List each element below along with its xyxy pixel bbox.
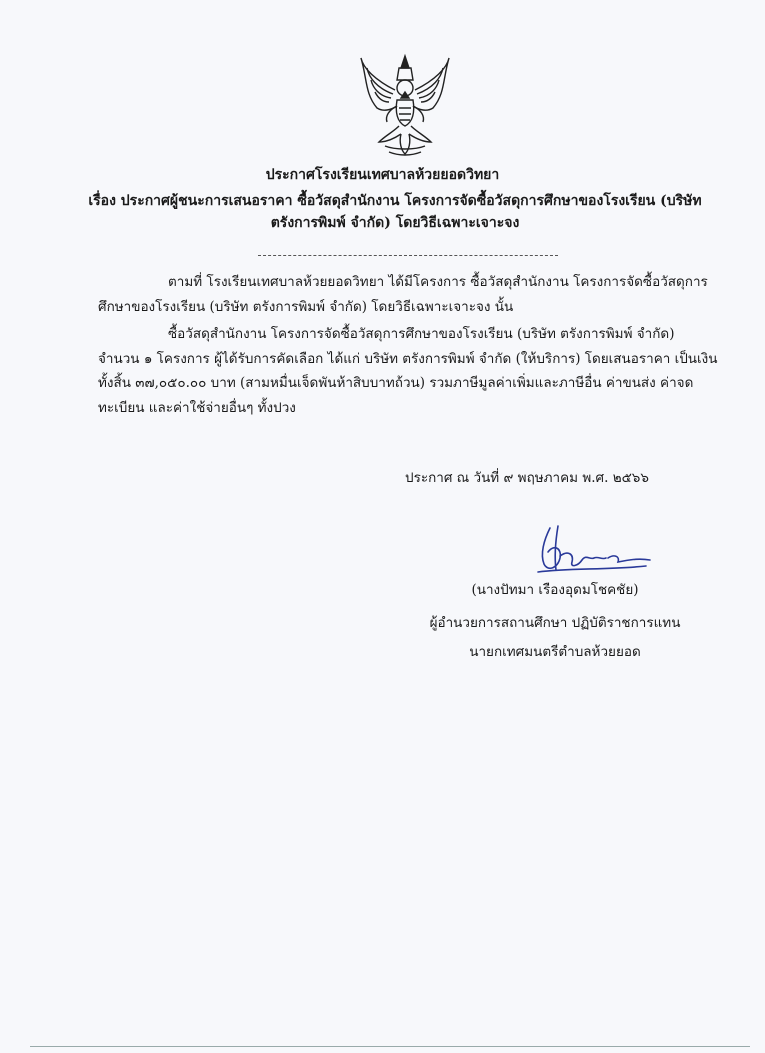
paragraph-2: ซื้อวัสดุสำนักงาน โครงการจัดซื้อวัสดุการศึกษาของโรงเรียน (บริษัท ตรังการพิมพ์ จำกัด) จำนวน ๑ โครงการ ผู้ได้รับการคัดเลือก ได้แก่ บริษัท ตรังการพิมพ์ จำกัด (ให้บริการ) โดยเสนอราคา เป็นเงินทั้งสิ้น ๓๗,๐๕๐.๐๐ บาท (สามหมื่นเจ็ดพันห้าสิบบาทถ้วน) รวมภาษีมูลค่าเพิ่มและภาษีอื่น ค่าขนส่ง ค่าจดทะเบียน และค่าใช้จ่ายอื่นๆ ทั้งปวง — [98, 326, 718, 416]
signatory-position: ผู้อำนวยการสถานศึกษา ปฏิบัติราชการแทน — [429, 615, 681, 631]
divider — [258, 255, 558, 256]
announcement-subject: เรื่อง ประกาศผู้ชนะการเสนอราคา ซื้อวัสดุสำนักงาน โครงการจัดซื้อวัสดุการศึกษาของโรงเรียน (บริษัท ตรังการพิมพ์ จำกัด) โดยวิธีเฉพาะเจาะจง — [88, 193, 702, 231]
signature — [528, 520, 658, 582]
announcement-title: ประกาศโรงเรียนเทศบาลห้วยยอดวิทยา — [265, 167, 500, 183]
garuda-emblem-icon — [355, 50, 455, 158]
signatory-name: (นางปัทมา เรืองอุดมโชคชัย) — [471, 582, 639, 598]
signatory-authority: นายกเทศมนตรีตำบลห้วยยอด — [469, 644, 641, 660]
announcement-date: ประกาศ ณ วันที่ ๙ พฤษภาคม พ.ศ. ๒๕๖๖ — [405, 470, 649, 486]
paragraph-1: ตามที่ โรงเรียนเทศบาลห้วยยอดวิทยา ได้มีโครงการ ซื้อวัสดุสำนักงาน โครงการจัดซื้อวัสดุการศึกษาของโรงเรียน (บริษัท ตรังการพิมพ์ จำกัด) โดยวิธีเฉพาะเจาะจง นั้น — [98, 274, 708, 315]
scan-edge-line — [30, 1046, 750, 1047]
